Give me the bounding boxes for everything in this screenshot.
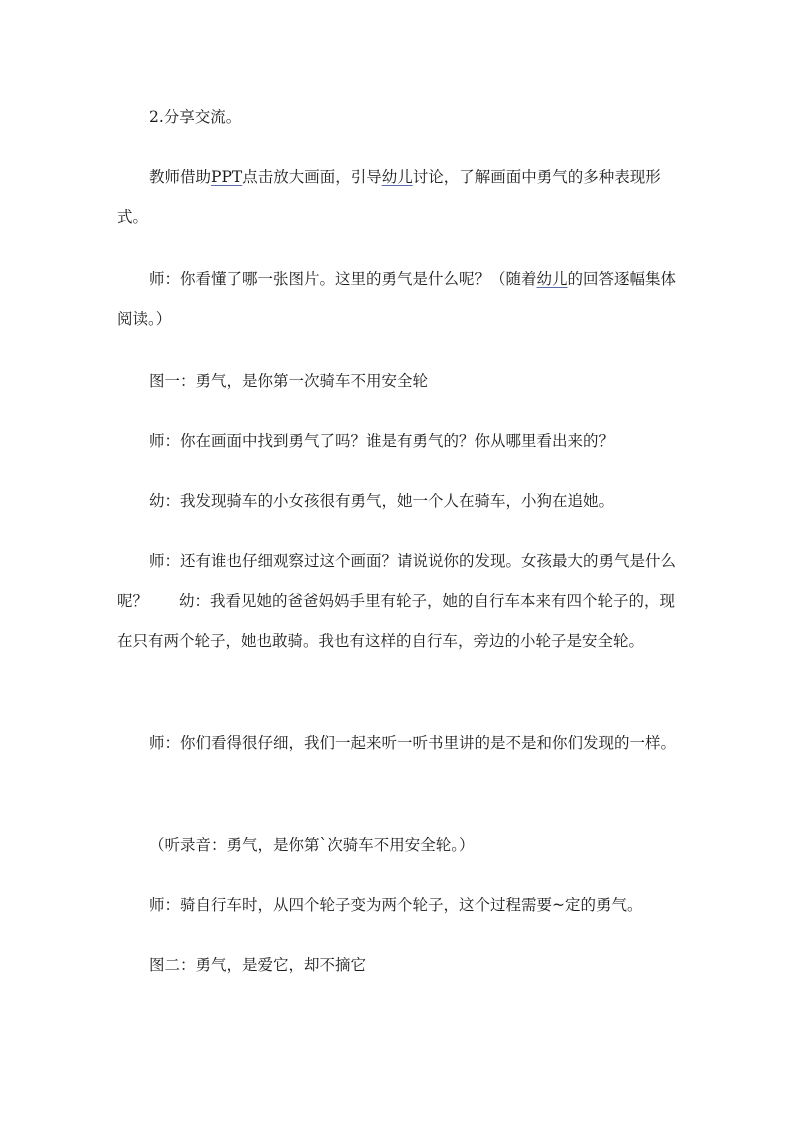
paragraph-text: 师：你看懂了哪一张图片。这里的勇气是什么呢？（随着 — [149, 270, 537, 288]
paragraph-text: 师：还有谁也仔细观察过这个画面？请说说你的发现。女孩最大的勇气是什么呢？ 幼：我看见她的爸爸妈妈手里有轮子，她的自行车本来有四个轮子的，现在只有两个轮子，她也敢骑。我也有这样的自行车，旁边的小轮子是安全轮。 — [117, 552, 677, 650]
paragraph-teacher-find — [117, 421, 677, 461]
paragraph-text: 点击放大画面，引导 — [242, 168, 382, 186]
paragraph-text: （听录音：勇气，是你第`次骑车不用安全轮。） — [149, 836, 475, 854]
paragraph-text: 2.分享交流。 — [149, 108, 242, 126]
paragraph-picture-two — [117, 945, 677, 985]
link-ppt[interactable]: PPT — [211, 168, 243, 186]
paragraph-teacher-intro — [117, 157, 677, 237]
paragraph-child-answer — [117, 481, 677, 521]
paragraph-text: 师：你在画面中找到勇气了吗？谁是有勇气的？你从哪里看出来的？ — [149, 432, 615, 450]
paragraph-teacher-child-dialog — [117, 541, 677, 661]
paragraph-text: 图二：勇气，是爱它，却不摘它 — [149, 956, 367, 974]
paragraph-teacher-listen — [117, 723, 677, 763]
paragraph-text: 讨论，了解画面中勇气的多种表现形式。 — [117, 168, 661, 226]
link-youer[interactable]: 幼儿 — [381, 168, 413, 186]
paragraph-text: 教师借助 — [149, 168, 212, 186]
link-youer[interactable]: 幼儿 — [536, 270, 568, 288]
paragraph-teacher-question — [117, 259, 677, 339]
paragraph-text: 幼：我发现骑车的小女孩很有勇气，她一个人在骑车，小狗在追她。 — [149, 492, 615, 510]
paragraph-teacher-bike — [117, 885, 677, 925]
paragraph-picture-one — [117, 361, 677, 401]
section-heading — [117, 97, 677, 137]
paragraph-text: 师：你们看得很仔细，我们一起来听一听书里讲的是不是和你们发现的一样。 — [149, 734, 677, 752]
paragraph-text: 图一：勇气，是你第一次骑车不用安全轮 — [149, 372, 429, 390]
paragraph-text: 师：骑自行车时，从四个轮子变为两个轮子，这个过程需要~定的勇气。 — [149, 896, 643, 914]
paragraph-text: 的回答逐幅集体阅读。） — [117, 270, 677, 328]
paragraph-recording — [117, 825, 677, 865]
